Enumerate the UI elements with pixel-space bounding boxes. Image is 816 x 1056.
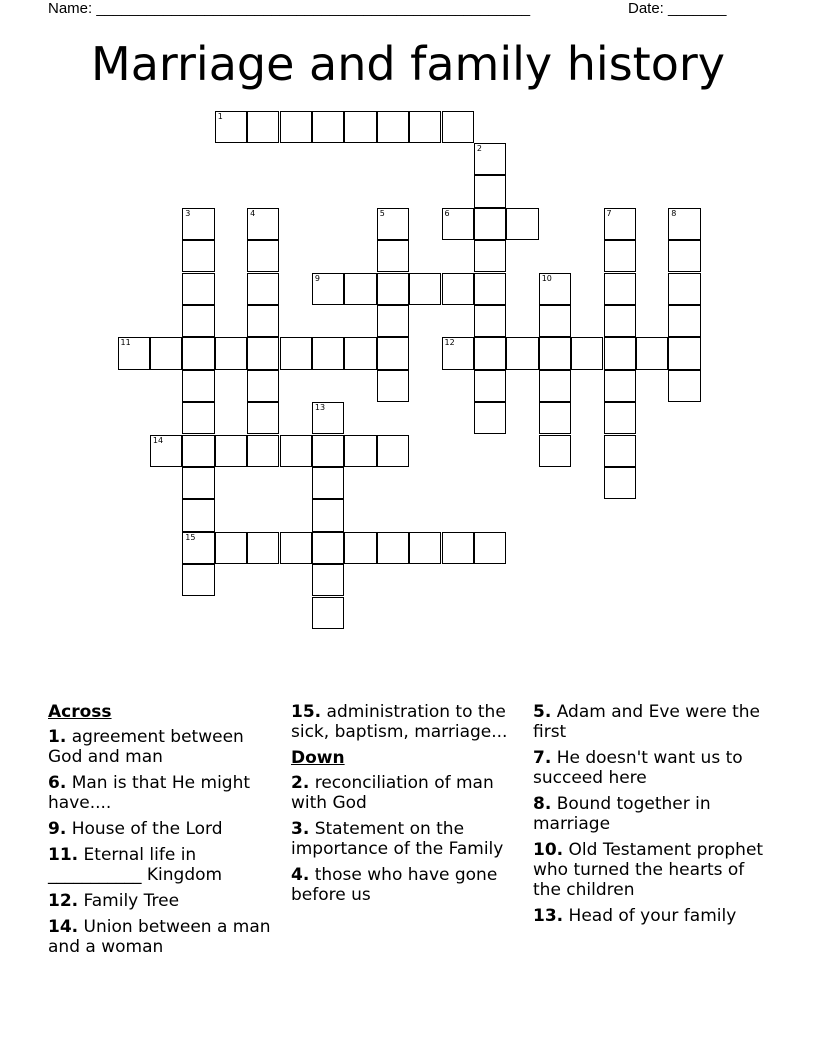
grid-cell[interactable] [474, 273, 506, 305]
clue-number: 2. [291, 773, 310, 793]
clue-number: 7. [533, 748, 552, 768]
cell-number: 5 [379, 208, 385, 218]
grid-cell[interactable] [474, 305, 506, 337]
grid-cell[interactable] [312, 597, 344, 629]
clue-text: Eternal life in ___________ Kingdom [48, 845, 223, 885]
grid-cell[interactable] [182, 273, 214, 305]
grid-cell[interactable] [604, 435, 636, 467]
grid-cell[interactable] [474, 143, 506, 175]
clue-number: 4. [291, 865, 310, 885]
cell-number: 11 [120, 338, 131, 348]
grid-cell[interactable] [182, 305, 214, 337]
clue-number: 11. [48, 845, 79, 865]
grid-cell[interactable] [636, 337, 668, 369]
grid-cell[interactable] [182, 467, 214, 499]
grid-cell[interactable] [344, 111, 376, 143]
clue-down-7 [533, 748, 773, 788]
grid-cell[interactable] [182, 370, 214, 402]
grid-cell[interactable] [182, 564, 214, 596]
grid-cell[interactable] [182, 499, 214, 531]
cell-number: 13 [314, 403, 326, 413]
grid-cell[interactable] [409, 532, 441, 564]
across-heading: Across [48, 702, 112, 722]
clue-number: 9. [48, 819, 67, 839]
grid-cell[interactable] [571, 337, 603, 369]
grid-cell[interactable] [312, 273, 344, 305]
cell-number: 6 [444, 208, 450, 218]
grid-cell[interactable] [150, 337, 182, 369]
grid-cell[interactable] [247, 208, 279, 240]
grid-cell[interactable] [604, 337, 636, 369]
grid-cell[interactable] [280, 435, 312, 467]
grid-cell[interactable] [442, 532, 474, 564]
grid-cell[interactable] [344, 532, 376, 564]
clue-text: Union between a man and a woman [48, 917, 271, 957]
grid-cell[interactable] [539, 435, 571, 467]
clue-text: House of the Lord [71, 819, 223, 839]
grid-cell[interactable] [182, 240, 214, 272]
grid-cell[interactable] [604, 402, 636, 434]
grid-cell[interactable] [215, 435, 247, 467]
grid-cell[interactable] [182, 337, 214, 369]
clue-number: 1. [48, 727, 67, 747]
date-field[interactable]: Date: _______ [628, 0, 727, 17]
grid-cell[interactable] [539, 337, 571, 369]
grid-cell[interactable] [247, 370, 279, 402]
clue-down-8 [533, 794, 773, 834]
clue-number: 15. [291, 702, 322, 722]
clue-across-14 [48, 917, 280, 957]
grid-cell[interactable] [668, 370, 700, 402]
grid-cell[interactable] [506, 208, 538, 240]
clues-column-2 [291, 702, 523, 911]
grid-cell[interactable] [377, 273, 409, 305]
grid-cell[interactable] [474, 208, 506, 240]
grid-cell[interactable] [474, 337, 506, 369]
grid-cell[interactable] [668, 240, 700, 272]
grid-cell[interactable] [377, 337, 409, 369]
grid-cell[interactable] [377, 532, 409, 564]
clue-number: 13. [533, 906, 564, 926]
grid-cell[interactable] [182, 435, 214, 467]
grid-cell[interactable] [442, 273, 474, 305]
clue-down-5 [533, 702, 773, 742]
clue-number: 5. [533, 702, 552, 722]
clue-text: those who have gone before us [291, 865, 498, 905]
grid-cell[interactable] [409, 273, 441, 305]
clue-text: He doesn't want us to succeed here [533, 748, 743, 788]
grid-cell[interactable] [409, 111, 441, 143]
clue-down-4 [291, 865, 523, 905]
clue-number: 10. [533, 840, 564, 860]
cell-number: 9 [314, 273, 320, 283]
grid-cell[interactable] [377, 435, 409, 467]
clue-text: reconciliation of man with God [291, 773, 494, 813]
grid-cell[interactable] [247, 532, 279, 564]
grid-cell[interactable] [247, 402, 279, 434]
grid-cell[interactable] [506, 337, 538, 369]
clue-across-9 [48, 819, 280, 839]
grid-cell[interactable] [539, 402, 571, 434]
grid-cell[interactable] [280, 532, 312, 564]
grid-cell[interactable] [280, 337, 312, 369]
clue-down-2 [291, 773, 523, 813]
cell-number: 12 [444, 338, 455, 348]
clue-across-15 [291, 702, 523, 742]
grid-cell[interactable] [604, 273, 636, 305]
grid-cell[interactable] [215, 111, 247, 143]
grid-cell[interactable] [247, 305, 279, 337]
grid-cell[interactable] [668, 273, 700, 305]
clue-text: Adam and Eve were the first [533, 702, 760, 742]
grid-cell[interactable] [312, 111, 344, 143]
grid-cell[interactable] [474, 240, 506, 272]
grid-cell[interactable] [474, 370, 506, 402]
down-heading: Down [291, 748, 345, 768]
grid-cell[interactable] [474, 402, 506, 434]
clue-text: Man is that He might have.... [48, 773, 251, 813]
clue-text: Family Tree [83, 891, 180, 911]
grid-cell[interactable] [344, 273, 376, 305]
page-title: Marriage and family history [91, 37, 725, 91]
grid-cell[interactable] [442, 337, 474, 369]
cell-number: 8 [671, 208, 677, 218]
grid-cell[interactable] [604, 240, 636, 272]
cell-number: 3 [185, 208, 191, 218]
clue-number: 14. [48, 917, 79, 937]
grid-cell[interactable] [247, 111, 279, 143]
clue-text: agreement between God and man [48, 727, 244, 767]
grid-cell[interactable] [668, 305, 700, 337]
grid-cell[interactable] [377, 305, 409, 337]
grid-cell[interactable] [668, 208, 700, 240]
grid-cell[interactable] [539, 273, 571, 305]
grid-cell[interactable] [442, 208, 474, 240]
grid-cell[interactable] [280, 111, 312, 143]
grid-cell[interactable] [377, 208, 409, 240]
grid-cell[interactable] [604, 208, 636, 240]
clue-across-6 [48, 773, 280, 813]
cell-number: 10 [541, 273, 552, 283]
clue-number: 3. [291, 819, 310, 839]
clue-number: 6. [48, 773, 67, 793]
grid-cell[interactable] [377, 240, 409, 272]
grid-cell[interactable] [312, 532, 344, 564]
grid-cell[interactable] [604, 305, 636, 337]
clue-number: 8. [533, 794, 552, 814]
grid-cell[interactable] [182, 532, 214, 564]
cell-number: 15 [185, 532, 196, 542]
grid-cell[interactable] [312, 499, 344, 531]
cell-number: 7 [606, 208, 612, 218]
grid-cell[interactable] [247, 435, 279, 467]
grid-cell[interactable] [182, 208, 214, 240]
grid-cell[interactable] [539, 305, 571, 337]
grid-cell[interactable] [377, 370, 409, 402]
grid-cell[interactable] [118, 337, 150, 369]
grid-cell[interactable] [474, 532, 506, 564]
clue-text: Bound together in marriage [533, 794, 711, 834]
grid-cell[interactable] [344, 435, 376, 467]
grid-cell[interactable] [539, 370, 571, 402]
grid-cell[interactable] [668, 337, 700, 369]
cell-number: 14 [152, 435, 164, 445]
name-field[interactable]: Name: ____________________________________________________ [48, 0, 531, 17]
grid-cell[interactable] [247, 337, 279, 369]
grid-cell[interactable] [215, 337, 247, 369]
grid-cell[interactable] [215, 532, 247, 564]
grid-cell[interactable] [312, 435, 344, 467]
cell-number: 4 [250, 208, 256, 218]
grid-cell[interactable] [247, 240, 279, 272]
grid-cell[interactable] [247, 273, 279, 305]
grid-cell[interactable] [474, 175, 506, 207]
clue-text: administration to the sick, baptism, marriage... [291, 702, 508, 742]
grid-cell[interactable] [312, 467, 344, 499]
clues-column-3 [533, 702, 773, 932]
cell-number: 1 [217, 111, 223, 121]
clue-text: Statement on the importance of the Family [291, 819, 504, 859]
clue-text: Head of your family [568, 906, 737, 926]
grid-cell[interactable] [377, 111, 409, 143]
clue-down-3 [291, 819, 523, 859]
clues-column-1 [48, 702, 280, 963]
clue-down-13 [533, 906, 773, 926]
grid-cell[interactable] [312, 564, 344, 596]
grid-cell[interactable] [604, 467, 636, 499]
clue-across-11 [48, 845, 280, 885]
clue-across-1 [48, 727, 280, 767]
clue-number: 12. [48, 891, 79, 911]
grid-cell[interactable] [150, 435, 182, 467]
grid-cell[interactable] [312, 337, 344, 369]
clue-across-12 [48, 891, 280, 911]
clue-text: Old Testament prophet who turned the hearts of the children [533, 840, 764, 900]
grid-cell[interactable] [312, 402, 344, 434]
cell-number: 2 [476, 143, 482, 153]
grid-cell[interactable] [442, 111, 474, 143]
grid-cell[interactable] [604, 370, 636, 402]
clue-down-10 [533, 840, 773, 900]
grid-cell[interactable] [344, 337, 376, 369]
grid-cell[interactable] [182, 402, 214, 434]
